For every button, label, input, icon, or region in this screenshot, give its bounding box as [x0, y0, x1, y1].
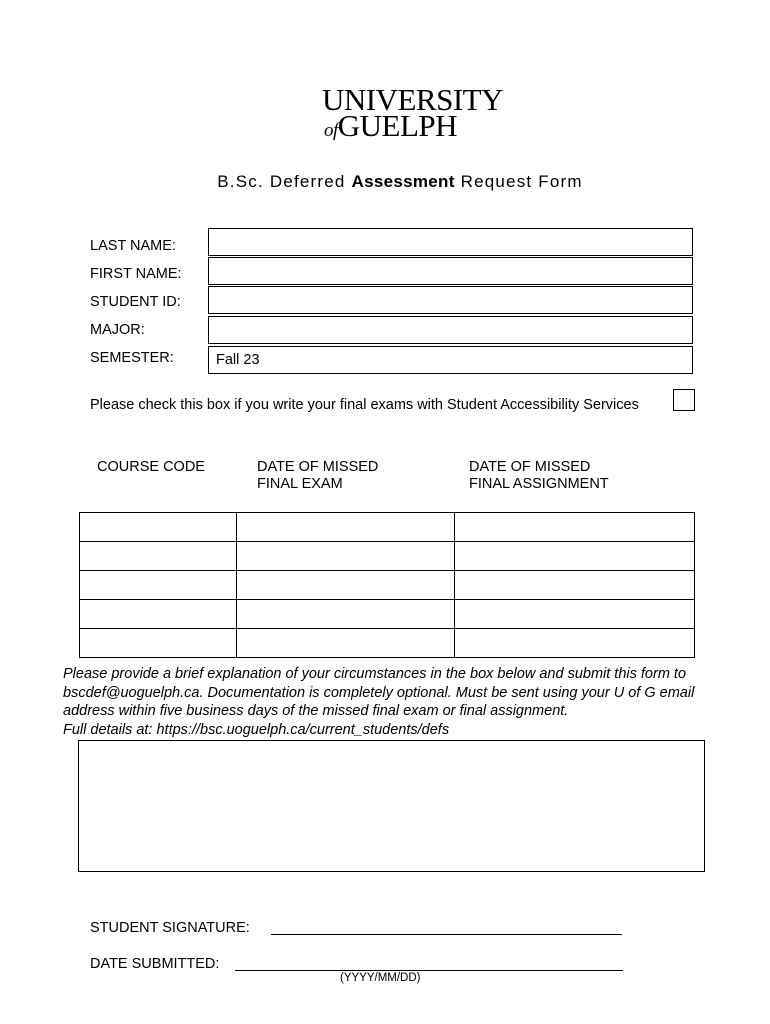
missed-assignment-heading: DATE OF MISSED FINAL ASSIGNMENT [469, 459, 609, 492]
exam-date-cell[interactable] [237, 600, 455, 629]
missed-exam-heading: DATE OF MISSED FINAL EXAM [257, 459, 379, 492]
exam-date-cell[interactable] [237, 629, 455, 658]
semester-field[interactable] [208, 346, 693, 374]
major-label: MAJOR: [90, 322, 145, 338]
assignment-date-cell[interactable] [455, 542, 695, 571]
course-code-cell[interactable] [80, 571, 237, 600]
date-format-hint: (YYYY/MM/DD) [340, 972, 421, 984]
last-name-label: LAST NAME: [90, 238, 176, 254]
logo-university-text: UNIVERSITY [322, 82, 503, 117]
assignment-date-cell[interactable] [455, 571, 695, 600]
student-id-field[interactable] [208, 286, 693, 314]
assignment-date-cell[interactable] [455, 629, 695, 658]
student-id-label: STUDENT ID: [90, 294, 181, 310]
exam-date-cell[interactable] [237, 571, 455, 600]
exam-date-cell[interactable] [237, 513, 455, 542]
course-code-cell[interactable] [80, 513, 237, 542]
accessibility-note: Please check this box if you write your final exams with Student Accessibility Services [90, 397, 639, 413]
first-name-field[interactable] [208, 257, 693, 285]
course-table [79, 512, 695, 658]
course-code-cell[interactable] [80, 600, 237, 629]
assignment-date-cell[interactable] [455, 513, 695, 542]
signature-line[interactable] [271, 934, 622, 935]
instructions-text: Please provide a brief explanation of your circumstances in the box below and submit this form to bscdef@uoguelph.ca. Documentation is completely optional. Must be sent using your U of G email address within five business days of the missed final exam or final assignment. Full details at: https://bsc.uoguelph.ca/current_students/defs [63, 666, 695, 738]
semester-value: Fall 23 [216, 352, 260, 368]
date-submitted-line[interactable] [235, 970, 623, 971]
first-name-label: FIRST NAME: [90, 266, 182, 282]
title-part2: Request Form [460, 172, 583, 191]
signature-label: STUDENT SIGNATURE: [90, 920, 250, 936]
title-part1: B.Sc. Deferred [217, 172, 346, 191]
table-row [80, 542, 695, 571]
table-row [80, 571, 695, 600]
semester-label: SEMESTER: [90, 350, 174, 366]
course-code-cell[interactable] [80, 629, 237, 658]
assignment-date-cell[interactable] [455, 600, 695, 629]
university-logo [322, 82, 503, 148]
explanation-textarea[interactable] [78, 740, 705, 872]
major-field[interactable] [208, 316, 693, 344]
date-submitted-label: DATE SUBMITTED: [90, 956, 220, 972]
course-code-cell[interactable] [80, 542, 237, 571]
table-row [80, 600, 695, 629]
exam-date-cell[interactable] [237, 542, 455, 571]
course-code-heading: COURSE CODE [97, 459, 205, 475]
accessibility-checkbox[interactable] [673, 389, 695, 411]
logo-of-text: of [324, 120, 338, 141]
form-title [0, 172, 770, 192]
table-row [80, 629, 695, 658]
table-row [80, 513, 695, 542]
logo-guelph-text: GUELPH [337, 108, 458, 143]
last-name-field[interactable] [208, 228, 693, 256]
title-bold: Assessment [351, 172, 455, 191]
